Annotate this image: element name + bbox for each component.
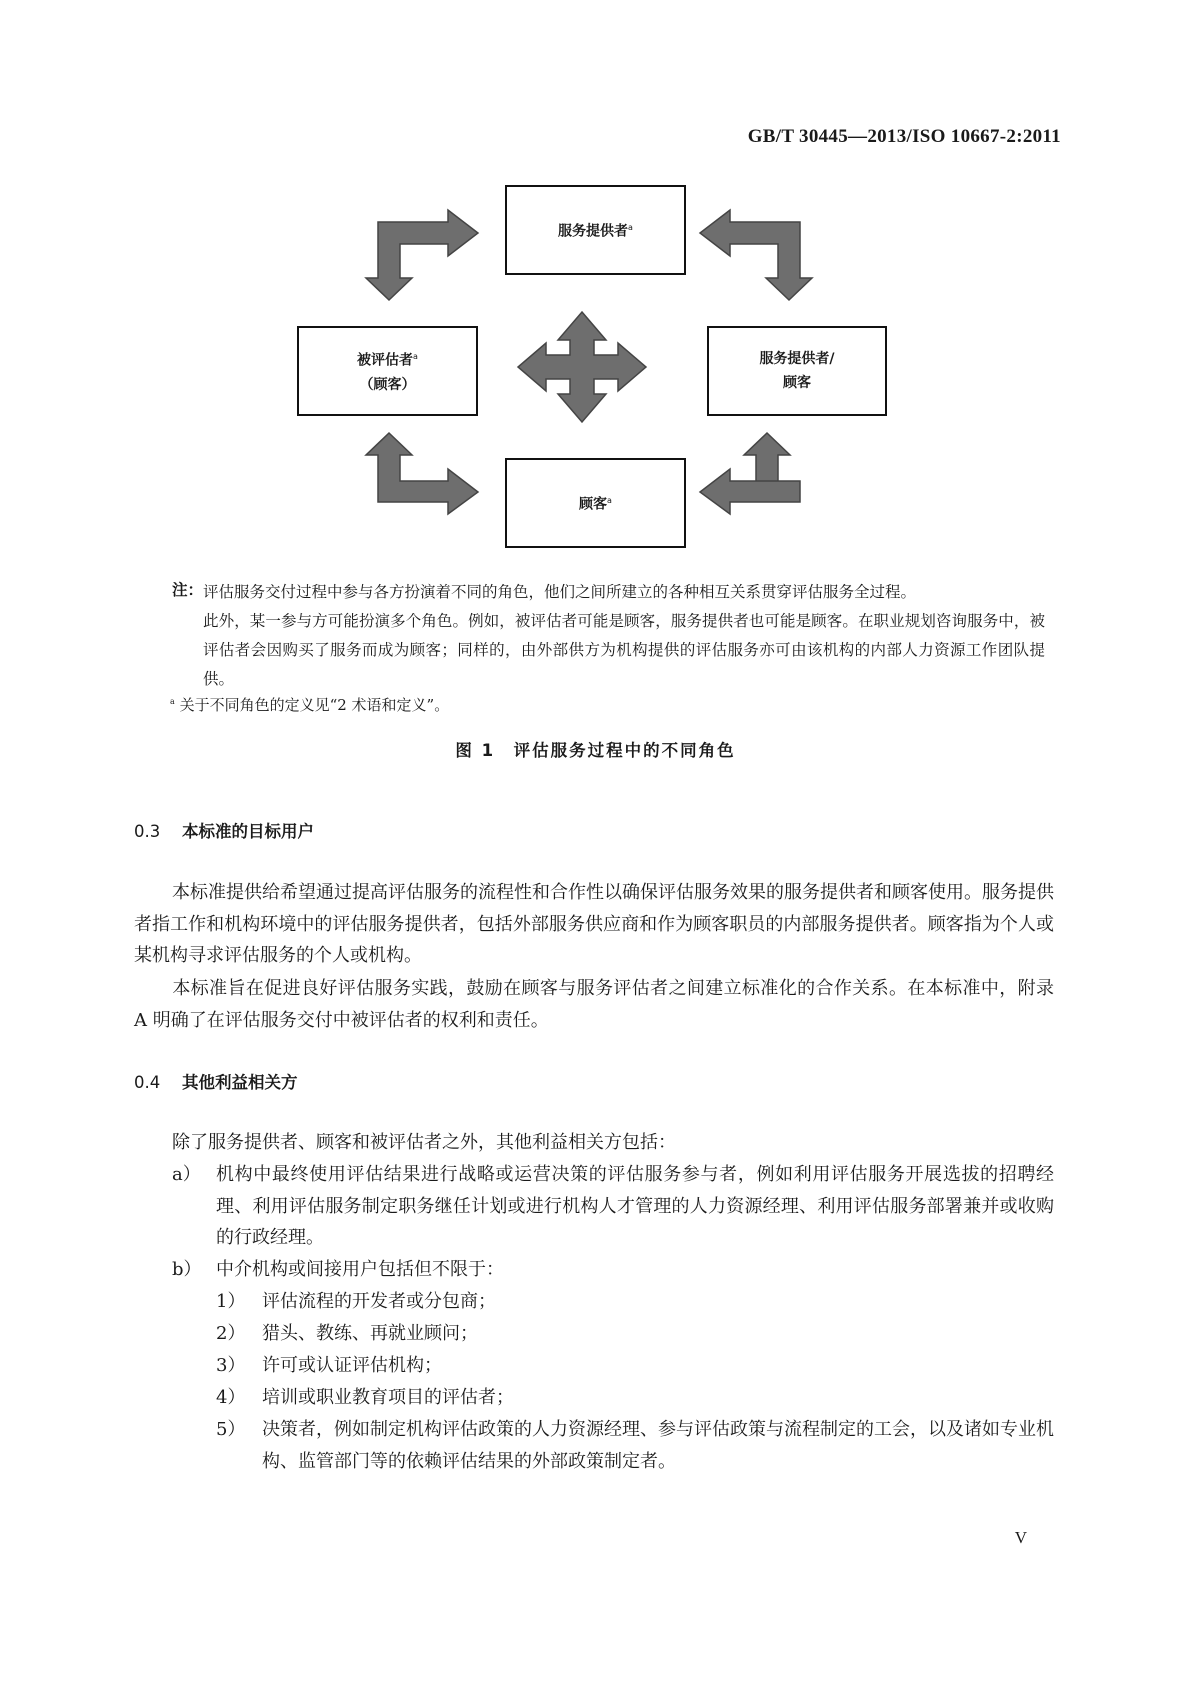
sub-item-3: 3） 许可或认证评估机构； <box>216 1355 442 1376</box>
section-0-3-title: 0.3 本标准的目标用户 <box>134 822 314 841</box>
list-item-a: a） 机构中最终使用评估结果进行战略或运营决策的评估服务参与者，例如利用评估服务开展选拔的招聘经理、利用评估服务制定职务继任计划或进行机构人才管理的人力资源经理、利用评估服务部署兼并或收购的行政经理。 <box>172 1164 1054 1248</box>
four-way-arrow <box>518 312 646 422</box>
section-0-4-title: 0.4 其他利益相关方 <box>134 1073 298 1092</box>
note-text: 评估服务交付过程中参与各方扮演着不同的角色，他们之间所建立的各种相互关系贯穿评估服务全过程。 此外，某一参与方可能扮演多个角色。例如，被评估者可能是顾客，服务提供者也可能是顾客。在职业规划咨询服务中，被评估者会因购买了服务而成为顾客；同样的，由外部供方为机构提供的评估服务亦可由该机构的内部人力资源工作团队提供。 <box>203 583 1045 688</box>
box-assessee: 被评估者$^a$ （顾客） <box>297 326 478 416</box>
sub-item-5: 5） 决策者，例如制定机构评估政策的人力资源经理、参与评估政策与流程制定的工会，以及诸如专业机构、监管部门等的依赖评估结果的外部政策制定者。 <box>216 1419 1054 1472</box>
list-item-b: b） 中介机构或间接用户包括但不限于： <box>172 1259 504 1280</box>
section-0-3-para-1: 本标准提供给希望通过提高评估服务的流程性和合作性以确保评估服务效果的服务提供者和顾客使用。服务提供者指工作和机构环境中的评估服务提供者，包括外部服务供应商和作为顾客职员的内部服务提供者。顾客指为个人或某机构寻求评估服务的个人或机构。 <box>134 882 1054 966</box>
arrow-top-left <box>366 210 478 300</box>
footnote: $^a$ 关于不同角色的定义见“2 术语和定义”。 <box>170 696 450 714</box>
figure-caption: 图 1 评估服务过程中的不同角色 <box>455 741 736 760</box>
section-0-4-intro: 除了服务提供者、顾客和被评估者之外，其他利益相关方包括： <box>172 1132 676 1153</box>
box-provider-client: 服务提供者/ 顾客 <box>707 326 887 416</box>
page-number: V <box>1014 1528 1027 1547</box>
arrow-top-right <box>700 210 812 300</box>
note-label: 注： <box>172 580 204 599</box>
arrow-bottom-right <box>700 433 800 514</box>
sub-item-4: 4） 培训或职业教育项目的评估者； <box>216 1387 514 1408</box>
section-0-3-para-2: 本标准旨在促进良好评估服务实践，鼓励在顾客与服务评估者之间建立标准化的合作关系。在本标准中，附录 A 明确了在评估服务交付中被评估者的权利和责任。 <box>134 978 1054 1031</box>
sub-item-2: 2） 猎头、教练、再就业顾问； <box>216 1323 478 1344</box>
box-service-provider: 服务提供者$^a$ <box>505 185 686 275</box>
box-client: 顾客$^a$ <box>505 458 686 548</box>
sub-item-1: 1） 评估流程的开发者或分包商； <box>216 1291 496 1312</box>
standard-number-header: GB/T 30445—2013/ISO 10667-2:2011 <box>747 126 1061 147</box>
arrow-bottom-left <box>366 433 478 514</box>
